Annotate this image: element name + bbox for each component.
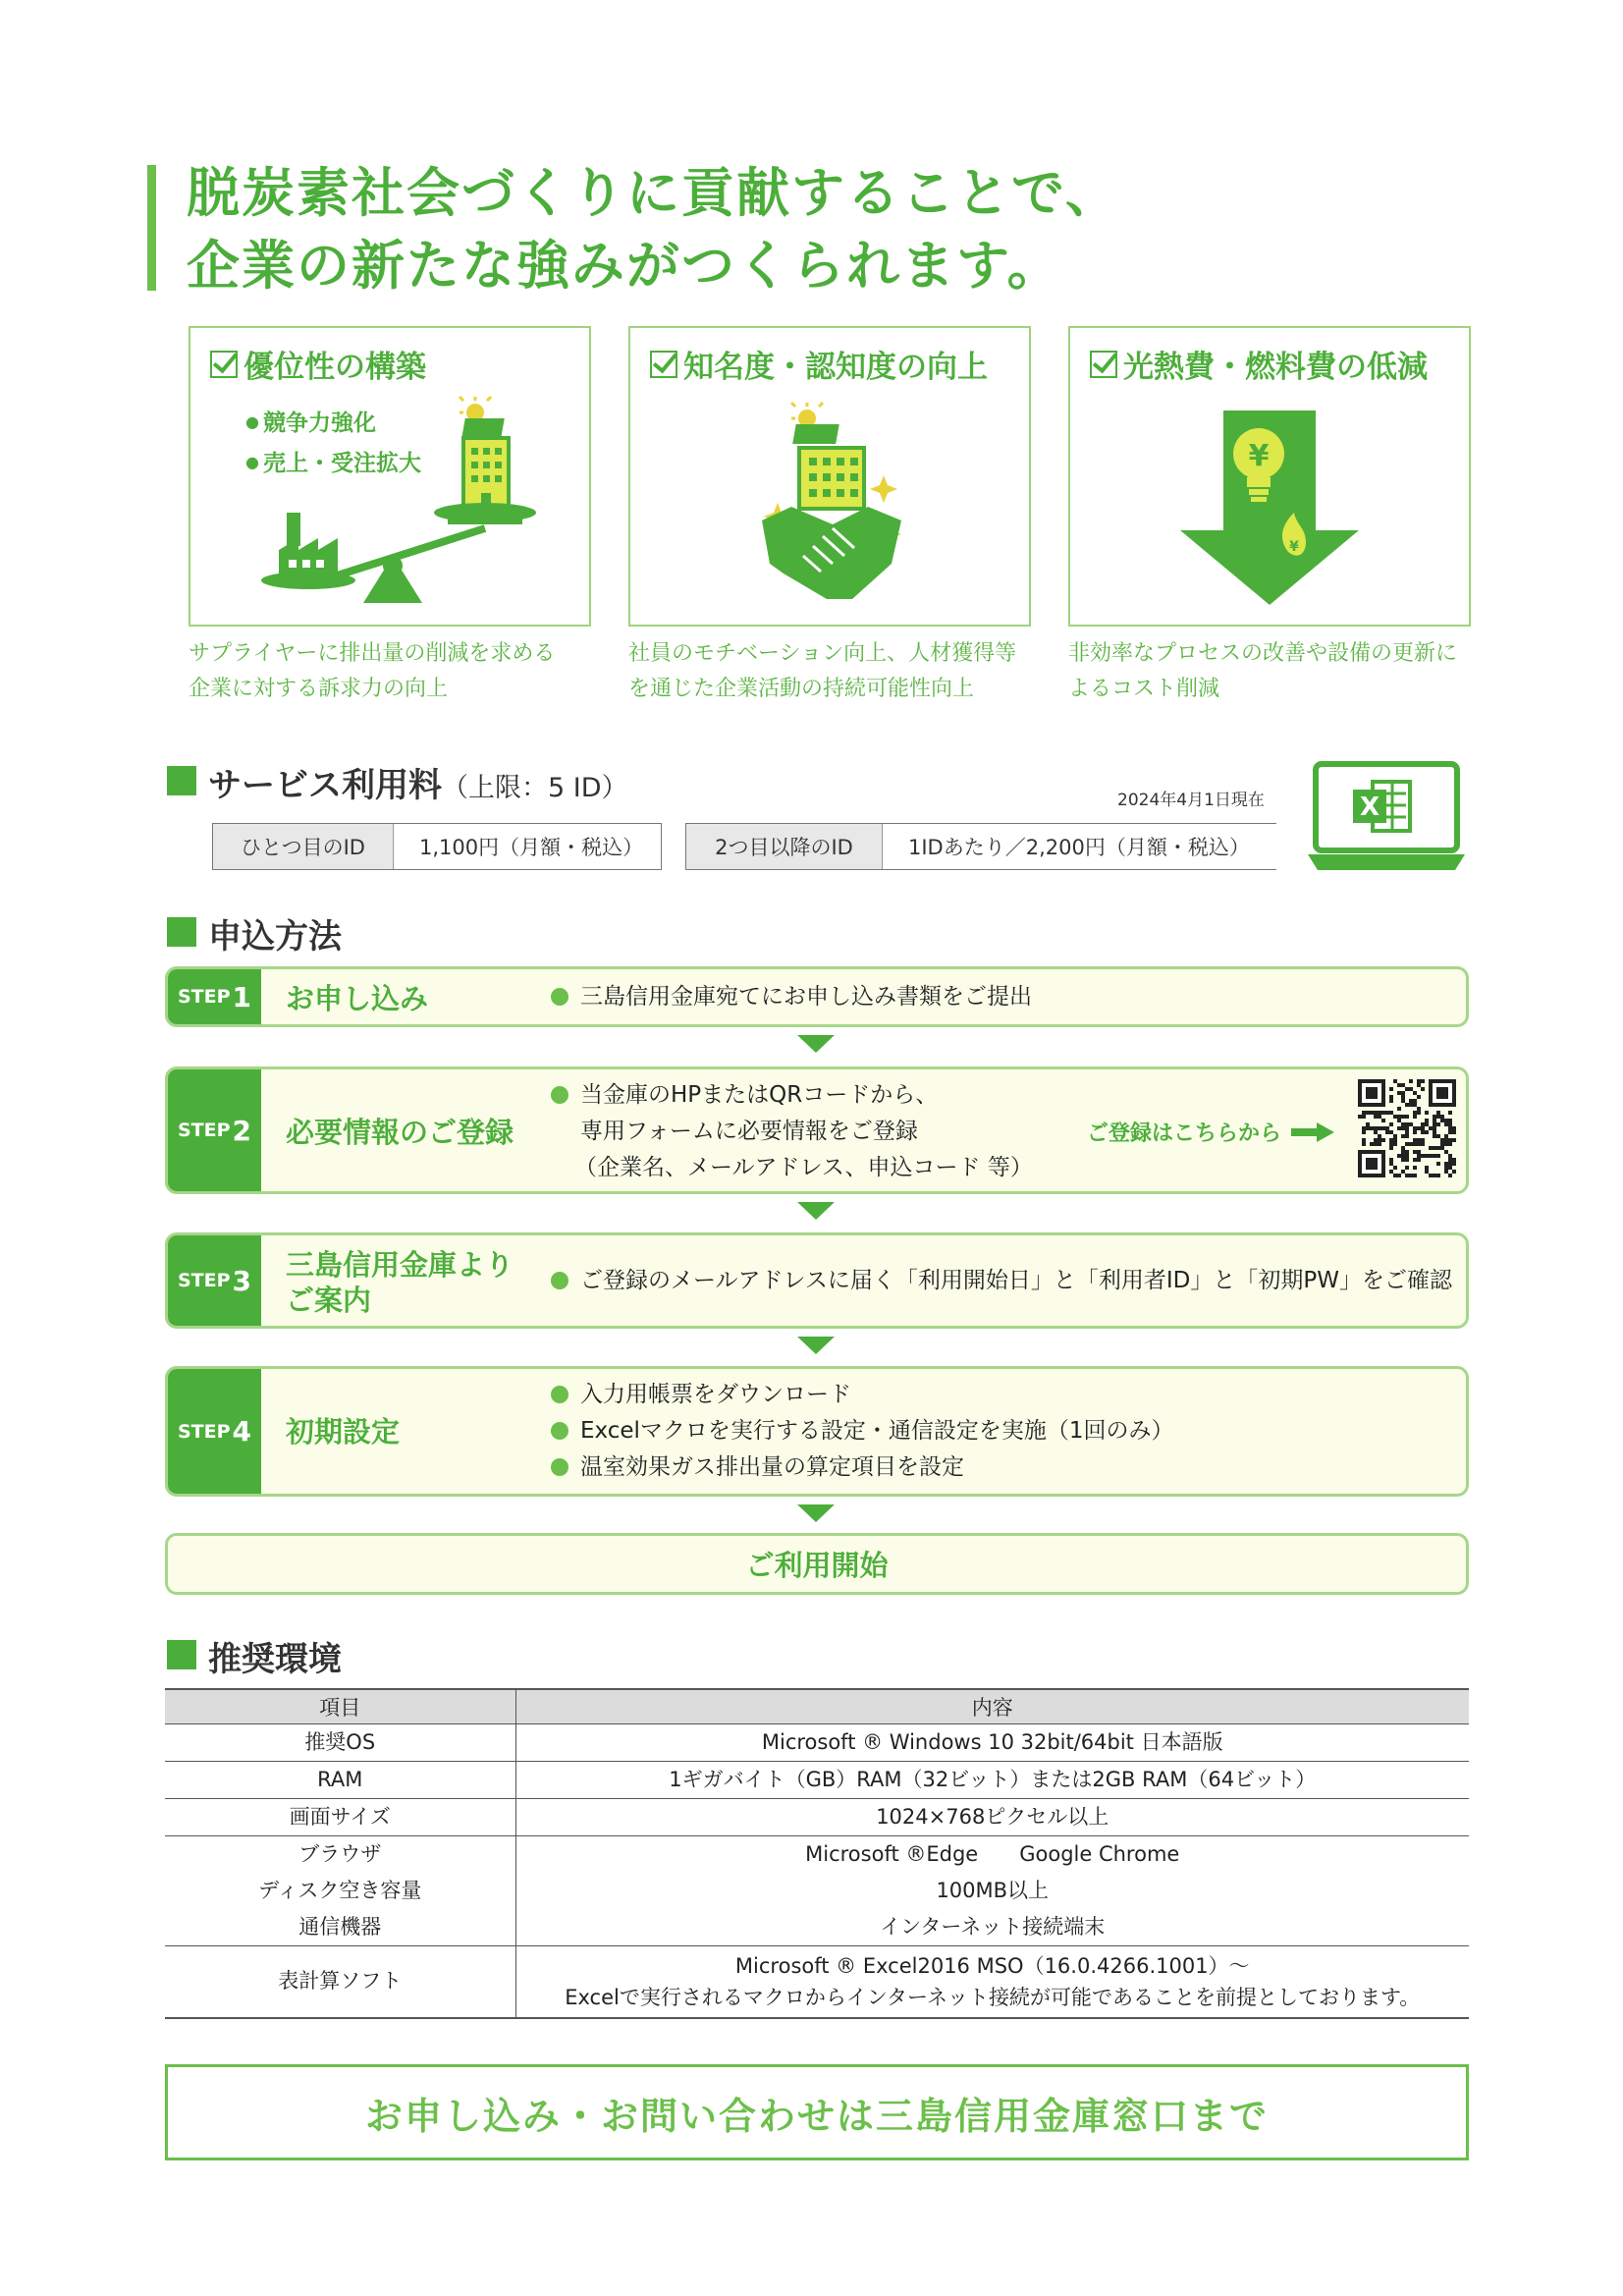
benefit-desc-line: 企業に対する訴求力の向上 <box>189 677 449 701</box>
environment-table <box>165 1688 1469 2019</box>
arrow-right-icon <box>1291 1122 1334 1142</box>
benefit-desc <box>1068 636 1481 707</box>
headline-line-2: 企業の新たな強みがつくられます。 <box>187 235 1062 297</box>
table-row <box>165 1798 1469 1835</box>
bullet-dot-icon <box>551 1422 568 1440</box>
arrow-down-icon <box>797 1202 835 1220</box>
page-headline <box>187 157 1120 302</box>
application-title: 申込方法 <box>208 917 342 957</box>
bullet-dot-icon <box>551 1086 568 1104</box>
contact-banner: お申し込み・お問い合わせは三島信用金庫窓口まで <box>165 2064 1469 2160</box>
yen-small-icon: ¥ <box>1289 539 1299 555</box>
benefit-desc-line: 非効率なプロセスの改善や設備の更新に <box>1068 641 1458 666</box>
section-marker <box>167 766 196 795</box>
table-cell: RAM <box>165 1761 515 1798</box>
step-items: 三島信用金庫宛てにお申し込み書類をご提出 <box>551 979 1032 1015</box>
laptop-excel-icon <box>1308 760 1465 872</box>
table-cell: Microsoft ®Edge Google Chrome 100MB以上 インターネット接続端末 <box>515 1835 1469 1945</box>
benefit-bullet: ● 競争力強化 <box>245 403 421 443</box>
benefit-card-recognition <box>628 326 1031 627</box>
table-row <box>165 1835 1469 1945</box>
benefit-desc-line: よるコスト削減 <box>1068 677 1220 701</box>
checkbox-icon <box>210 351 238 378</box>
step-tab: STEP 4 <box>168 1369 261 1494</box>
step-title: 初期設定 <box>286 1415 401 1449</box>
headline-accent-bar <box>147 165 156 291</box>
benefit-title: 光熱費・燃料費の低減 <box>1123 350 1428 385</box>
table-cell: 1024×768ピクセル以上 <box>515 1798 1469 1835</box>
table-row <box>165 1761 1469 1798</box>
checkbox-icon <box>650 351 677 378</box>
pricing-subtitle: （上限：5 ID） <box>442 773 628 803</box>
section-marker <box>167 1640 196 1669</box>
benefit-card-cost <box>1068 326 1471 627</box>
benefit-title: 優位性の構築 <box>243 350 426 385</box>
step-tab: STEP 2 <box>168 1069 261 1191</box>
benefit-card-advantage <box>189 326 591 627</box>
benefit-desc <box>189 636 601 707</box>
benefit-desc <box>628 636 1041 707</box>
price-first-id <box>212 823 662 870</box>
step-items: ご登録のメールアドレスに届く「利用開始日」と「利用者ID」と「初期PW」をご確認 <box>551 1263 1452 1299</box>
bullet-dot-icon <box>551 988 568 1006</box>
table-cell: Microsoft ® Excel2016 MSO（16.0.4266.1001）～ Excelで実行されるマクロからインターネット接続が可能であることを前提としております。 <box>515 1945 1469 2018</box>
pricing-title: サービス利用料（上限：5 ID） <box>208 766 628 805</box>
step-items: 入力用帳票をダウンロード Excelマクロを実行する設定・通信設定を実施（1回のみ） 温室効果ガス排出量の算定項目を設定 <box>551 1377 1174 1486</box>
step-tab: STEP 3 <box>168 1235 261 1326</box>
table-cell: 画面サイズ <box>165 1798 515 1835</box>
price-label: 2つ目以降のID <box>686 824 883 869</box>
table-header-item: 項目 <box>165 1689 515 1723</box>
pricing-as-of-date: 2024年4月1日現在 <box>1117 791 1265 810</box>
benefit-bullets <box>245 403 421 483</box>
headline-line-1: 脱炭素社会づくりに貢献することで、 <box>187 162 1120 224</box>
step-tab: STEP 1 <box>168 969 261 1024</box>
table-cell: 1ギガバイト（GB）RAM（32ビット）または2GB RAM（64ビット） <box>515 1761 1469 1798</box>
qr-code[interactable] <box>1358 1079 1458 1179</box>
arrow-down-icon <box>797 1337 835 1354</box>
yen-icon: ¥ <box>1248 439 1270 473</box>
step-title: 必要情報のご登録 <box>286 1116 514 1149</box>
benefit-bullet: ● 売上・受注拡大 <box>245 443 421 483</box>
step-1 <box>165 966 1469 1027</box>
step-2 <box>165 1066 1469 1194</box>
table-cell: ブラウザ ディスク空き容量 通信機器 <box>165 1835 515 1945</box>
section-marker <box>167 917 196 947</box>
bullet-dot-icon <box>551 1386 568 1403</box>
register-link[interactable]: ご登録はこちらから <box>1087 1117 1334 1147</box>
arrow-down-icon <box>797 1504 835 1522</box>
table-cell: 推奨OS <box>165 1723 515 1761</box>
step-items: 当金庫のHPまたはQRコードから、 専用フォームに必要情報をご登録 （企業名、メールアドレス、申込コード 等） <box>551 1077 1033 1186</box>
table-cell: 表計算ソフト <box>165 1945 515 2018</box>
table-cell: Microsoft ® Windows 10 32bit/64bit 日本語版 <box>515 1723 1469 1761</box>
benefit-desc-line: 社員のモチベーション向上、人材獲得等 <box>628 641 1017 666</box>
price-label: ひとつ目のID <box>213 824 394 869</box>
bullet-dot-icon <box>551 1458 568 1476</box>
table-row <box>165 1945 1469 2018</box>
arrow-down-icon <box>797 1035 835 1053</box>
checkbox-icon <box>1090 351 1117 378</box>
step-4 <box>165 1366 1469 1497</box>
benefit-title: 知名度・認知度の向上 <box>683 350 988 385</box>
benefit-desc-line: サプライヤーに排出量の削減を求める <box>189 641 556 666</box>
usage-start-box: ご利用開始 <box>165 1533 1469 1595</box>
environment-title: 推奨環境 <box>208 1640 342 1679</box>
table-row <box>165 1723 1469 1761</box>
price-value: 1,100円（月額・税込） <box>419 836 644 859</box>
table-header-row <box>165 1689 1469 1723</box>
price-value: 1IDあたり／2,200円（月額・税込） <box>908 836 1250 859</box>
bullet-dot-icon <box>551 1272 568 1289</box>
table-header-content: 内容 <box>515 1689 1469 1723</box>
step-title: お申し込み <box>286 982 429 1015</box>
excel-letter: X <box>1359 793 1380 822</box>
price-additional-id <box>685 823 1276 870</box>
benefit-desc-line: を通じた企業活動の持続可能性向上 <box>628 677 975 701</box>
step-title: 三島信用金庫より ご案内 <box>286 1248 514 1317</box>
step-3 <box>165 1232 1469 1329</box>
